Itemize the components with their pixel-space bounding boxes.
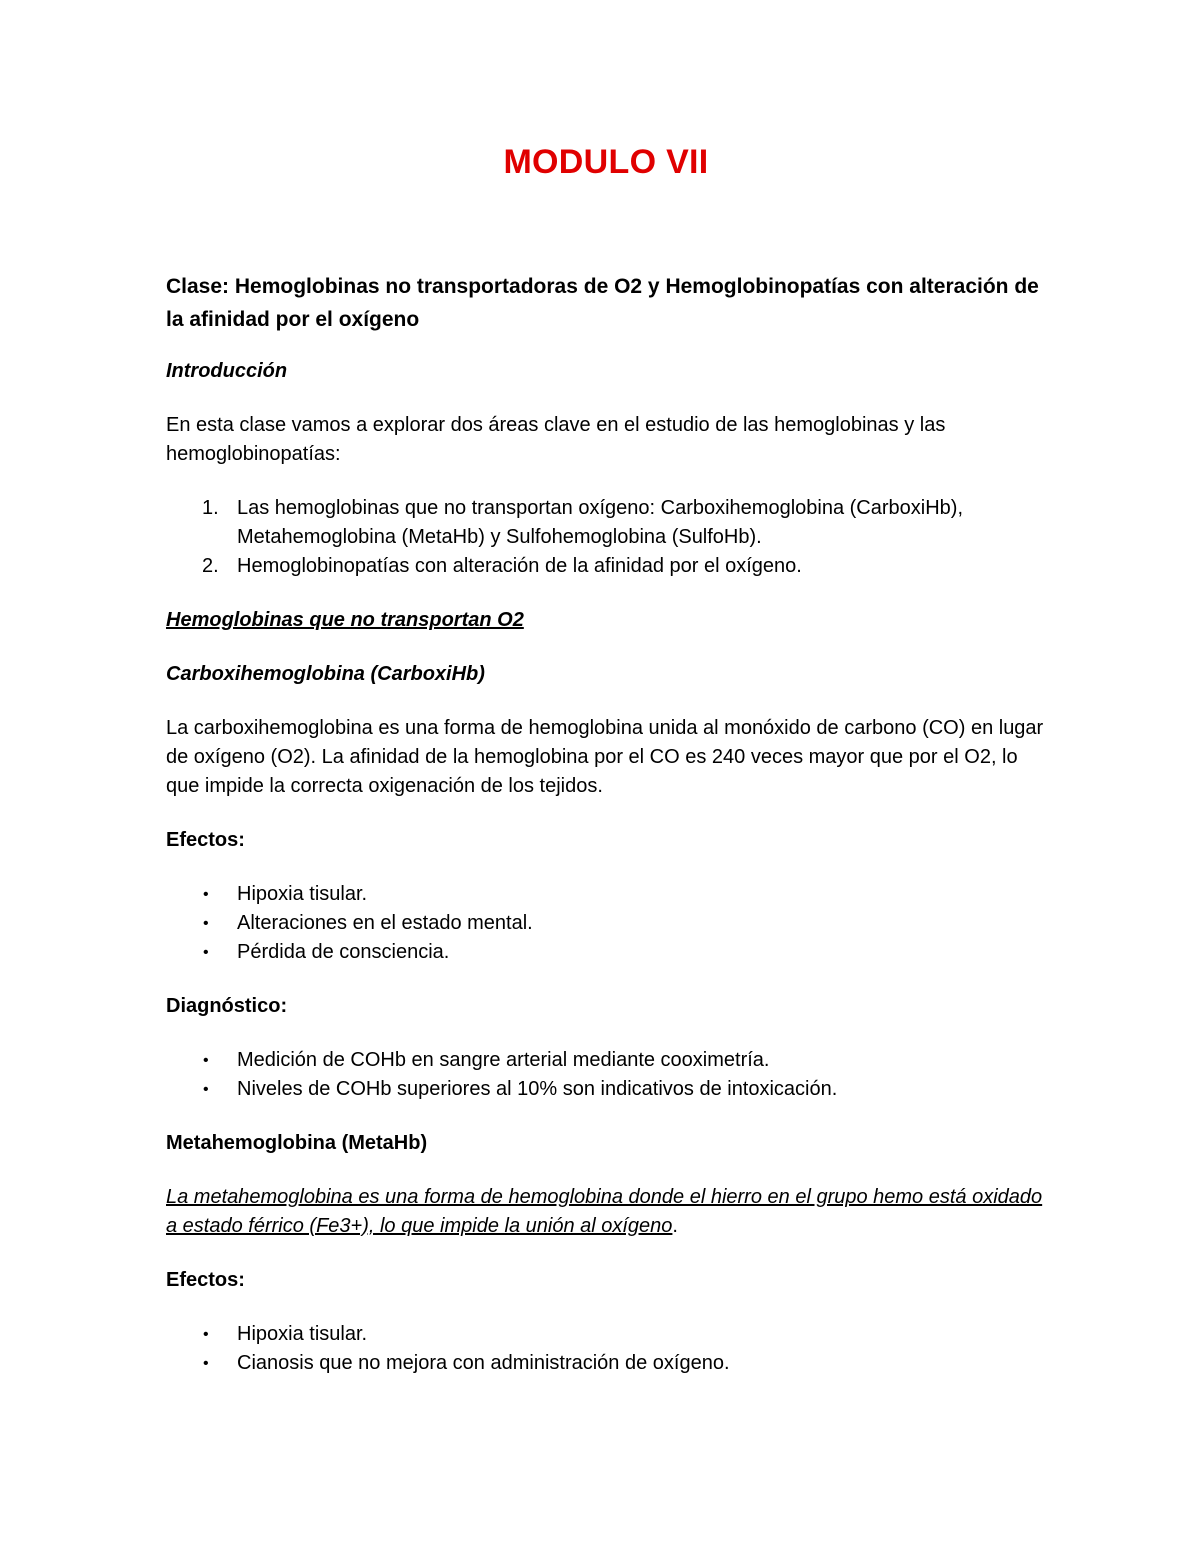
list-item-text: Cianosis que no mejora con administración de oxígeno. xyxy=(237,1352,730,1374)
list-item-text: Pérdida de consciencia. xyxy=(237,941,450,963)
class-title: Clase: Hemoglobinas no transportadoras de O2 y Hemoglobinopatías con alteración de la afinidad por el oxígeno xyxy=(166,275,1039,331)
carboxi-diagnostico-label: Diagnóstico: xyxy=(166,995,288,1017)
list-item-text: Medición de COHb en sangre arterial mediante cooximetría. xyxy=(237,1049,770,1071)
list-item xyxy=(166,938,1046,967)
list-item-text: Las hemoglobinas que no transportan oxígeno: Carboxihemoglobina (CarboxiHb), Metahemoglobina (MetaHb) y Sulfohemoglobina (SulfoHb). xyxy=(237,497,963,548)
module-title: MODULO VII xyxy=(503,143,709,181)
carboxi-heading: Carboxihemoglobina (CarboxiHb) xyxy=(166,663,485,685)
intro-numbered-list xyxy=(166,494,1046,581)
bullet-glyph: • xyxy=(203,944,209,961)
list-number: 1. xyxy=(202,497,219,519)
list-item-text: Hemoglobinopatías con alteración de la afinidad por el oxígeno. xyxy=(237,555,802,577)
document-body xyxy=(166,140,1046,1403)
list-number: 2. xyxy=(202,555,219,577)
list-item-text: Alteraciones en el estado mental. xyxy=(237,912,533,934)
bullet-glyph: • xyxy=(203,1052,209,1069)
intro-heading: Introducción xyxy=(166,360,288,382)
meta-paragraph xyxy=(166,1183,1046,1241)
section-heading-no-o2: Hemoglobinas que no transportan O2 xyxy=(166,609,524,631)
list-item-text: Hipoxia tisular. xyxy=(237,883,368,905)
list-item xyxy=(166,1349,1046,1378)
list-item xyxy=(166,1320,1046,1349)
carboxi-efectos-list xyxy=(166,880,1046,967)
list-item-text: Hipoxia tisular. xyxy=(237,1323,368,1345)
bullet-glyph: • xyxy=(203,915,209,932)
carboxi-paragraph: La carboxihemoglobina es una forma de hemoglobina unida al monóxido de carbono (CO) en lugar de oxígeno (O2). La afinidad de la hemoglobina por el CO es 240 veces mayor que por el O2, lo que impide la correcta oxigenación de los tejidos. xyxy=(166,717,1044,797)
carboxi-efectos-label: Efectos: xyxy=(166,829,245,851)
carboxi-diagnostico-list xyxy=(166,1046,1046,1104)
list-item xyxy=(166,494,1046,552)
meta-efectos-list xyxy=(166,1320,1046,1378)
intro-paragraph: En esta clase vamos a explorar dos áreas clave en el estudio de las hemoglobinas y las hemoglobinopatías: xyxy=(166,414,946,465)
list-item xyxy=(166,880,1046,909)
bullet-glyph: • xyxy=(203,1081,209,1098)
bullet-glyph: • xyxy=(203,886,209,903)
meta-heading: Metahemoglobina (MetaHb) xyxy=(166,1132,428,1154)
list-item xyxy=(166,552,1046,581)
meta-paragraph-underlined: La metahemoglobina es una forma de hemoglobina donde el hierro en el grupo hemo está oxidado a estado férrico (Fe3+), lo que impide la unión al oxígeno xyxy=(166,1186,1043,1237)
meta-efectos-label: Efectos: xyxy=(166,1269,245,1291)
list-item xyxy=(166,909,1046,938)
list-item xyxy=(166,1075,1046,1104)
bullet-glyph: • xyxy=(203,1355,209,1372)
list-item-text: Niveles de COHb superiores al 10% son indicativos de intoxicación. xyxy=(237,1078,838,1100)
bullet-glyph: • xyxy=(203,1326,209,1343)
meta-paragraph-end: . xyxy=(672,1215,678,1237)
list-item xyxy=(166,1046,1046,1075)
